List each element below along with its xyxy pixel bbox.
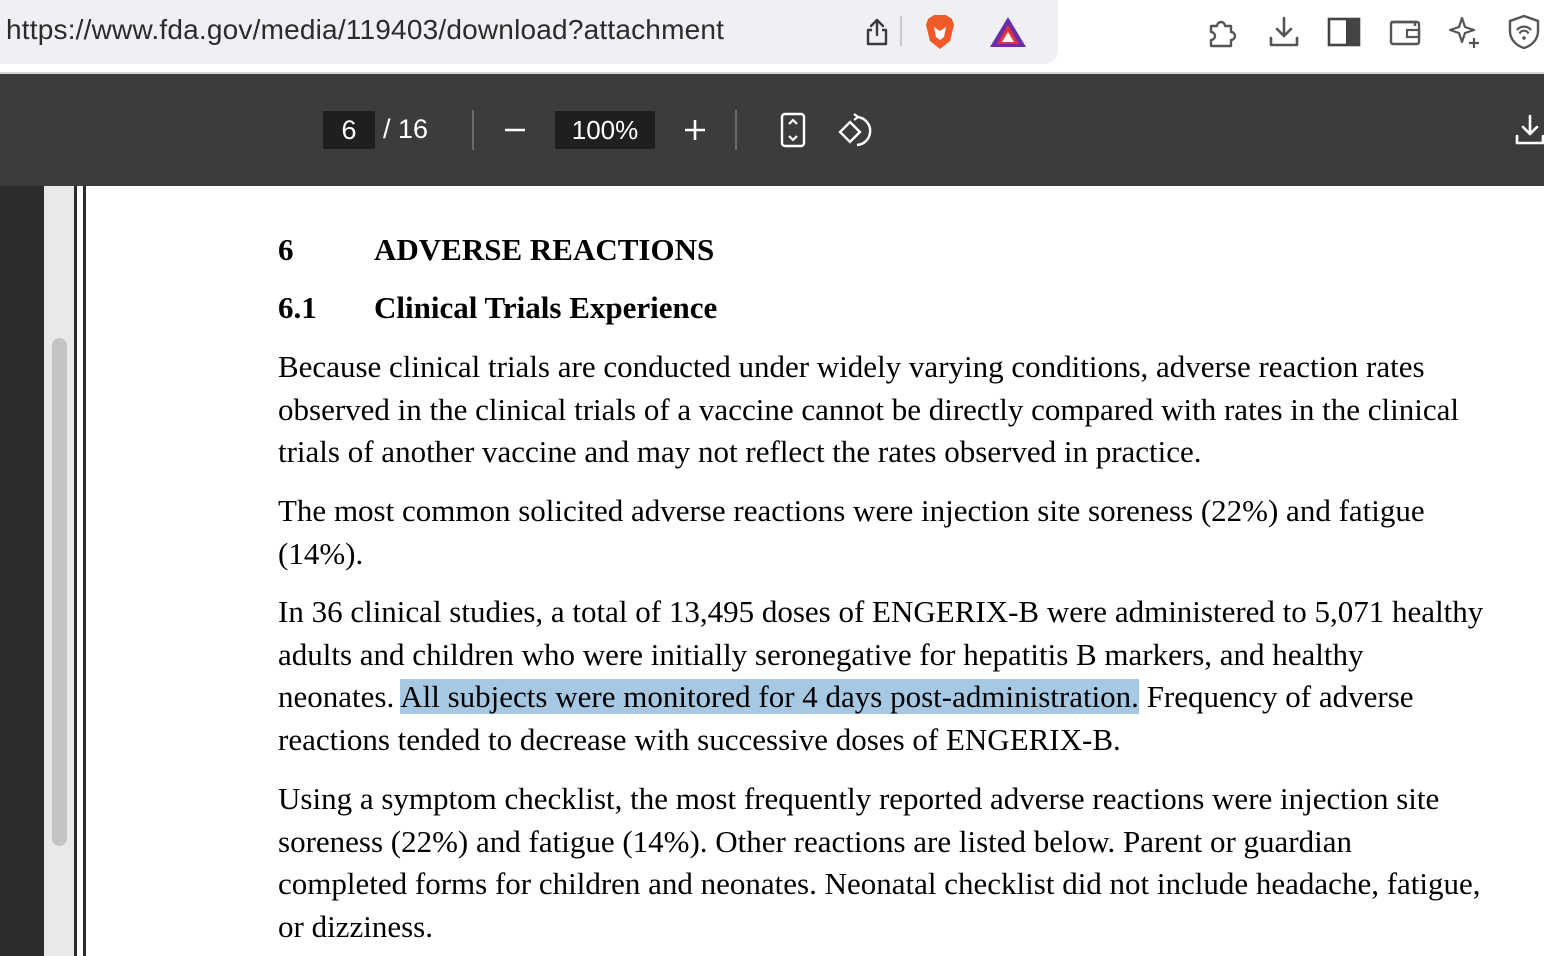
paragraph-line: (14%). [278,535,364,571]
paragraph-line: In 36 clinical studies, a total of 13,495 doses of ENGERIX-B were administered to 5,071 healthy [278,594,1484,629]
paragraph-line: observed in the clinical trials of a vaccine cannot be directly compared with rates in the clinical [278,391,1459,427]
download-icon[interactable] [1508,108,1544,152]
paragraph-line: or dizziness. [278,908,433,944]
pdf-page [86,186,1544,956]
zoom-in-button[interactable] [673,108,717,152]
paragraph-3 [278,591,1538,761]
page-edge-inner [77,186,83,956]
paragraph-line: completed forms for children and neonates. Neonatal checklist did not include headache, fatigue, [278,866,1481,901]
wallet-icon[interactable] [1385,12,1425,52]
rotate-icon[interactable] [834,108,878,152]
text-segment: Frequency of adverse [1138,679,1414,714]
paragraph-1 [278,346,1538,474]
share-icon[interactable] [857,12,897,52]
url-separator [900,16,902,46]
paragraph-line [278,676,1538,719]
browser-toolbar [0,0,1544,72]
paragraph-line: The most common solicited adverse reactions were injection site soreness (22%) and fatigue [278,493,1425,528]
fit-page-icon[interactable] [771,108,815,152]
selected-text-highlight[interactable]: All subjects were monitored for 4 days post-administration. [400,679,1139,714]
toolbar-separator [472,110,474,150]
paragraph-line: trials of another vaccine and may not reflect the rates observed in practice. [278,434,1202,469]
pdf-toolbar [0,74,1544,186]
page-number-input[interactable]: 6 [323,111,375,149]
scrollbar-thumb[interactable] [52,338,67,846]
address-bar[interactable] [0,0,1058,64]
page-total: / 16 [383,114,429,144]
section-number: 6 [278,232,294,267]
paragraph-4 [278,778,1538,948]
subsection-title: Clinical Trials Experience [374,290,718,325]
section-heading [278,232,714,268]
url-text[interactable]: https://www.fda.gov/media/119403/download?attachment [6,14,725,45]
leo-ai-icon[interactable] [1444,12,1484,52]
paragraph-line: reactions tended to decrease with successive doses of ENGERIX-B. [278,721,1121,757]
paragraph-line: adults and children who were initially seronegative for hepatitis B markers, and healthy [278,636,1364,672]
zoom-level[interactable]: 100% [555,111,655,149]
paragraph-2 [278,490,1538,575]
vpn-icon[interactable] [1504,12,1544,52]
paragraph-line: soreness (22%) and fatigue (14%). Other reactions are listed below. Parent or guardian [278,823,1352,859]
sidebar-toggle-icon[interactable] [1324,12,1364,52]
zoom-out-button[interactable] [493,108,537,152]
paragraph-line: Because clinical trials are conducted under widely varying conditions, adverse reaction rates [278,349,1425,384]
downloads-icon[interactable] [1264,12,1304,52]
extensions-icon[interactable] [1203,12,1243,52]
toolbar-separator [735,110,737,150]
paragraph-line: Using a symptom checklist, the most frequently reported adverse reactions were injection site [278,781,1440,816]
brave-rewards-icon[interactable] [988,12,1028,52]
subsection-heading [278,290,717,326]
section-title: ADVERSE REACTIONS [374,232,715,267]
text-segment: neonates. [278,679,401,714]
thumbnail-sidebar [0,186,44,956]
brave-shields-icon[interactable] [920,12,960,52]
subsection-number: 6.1 [278,290,317,325]
